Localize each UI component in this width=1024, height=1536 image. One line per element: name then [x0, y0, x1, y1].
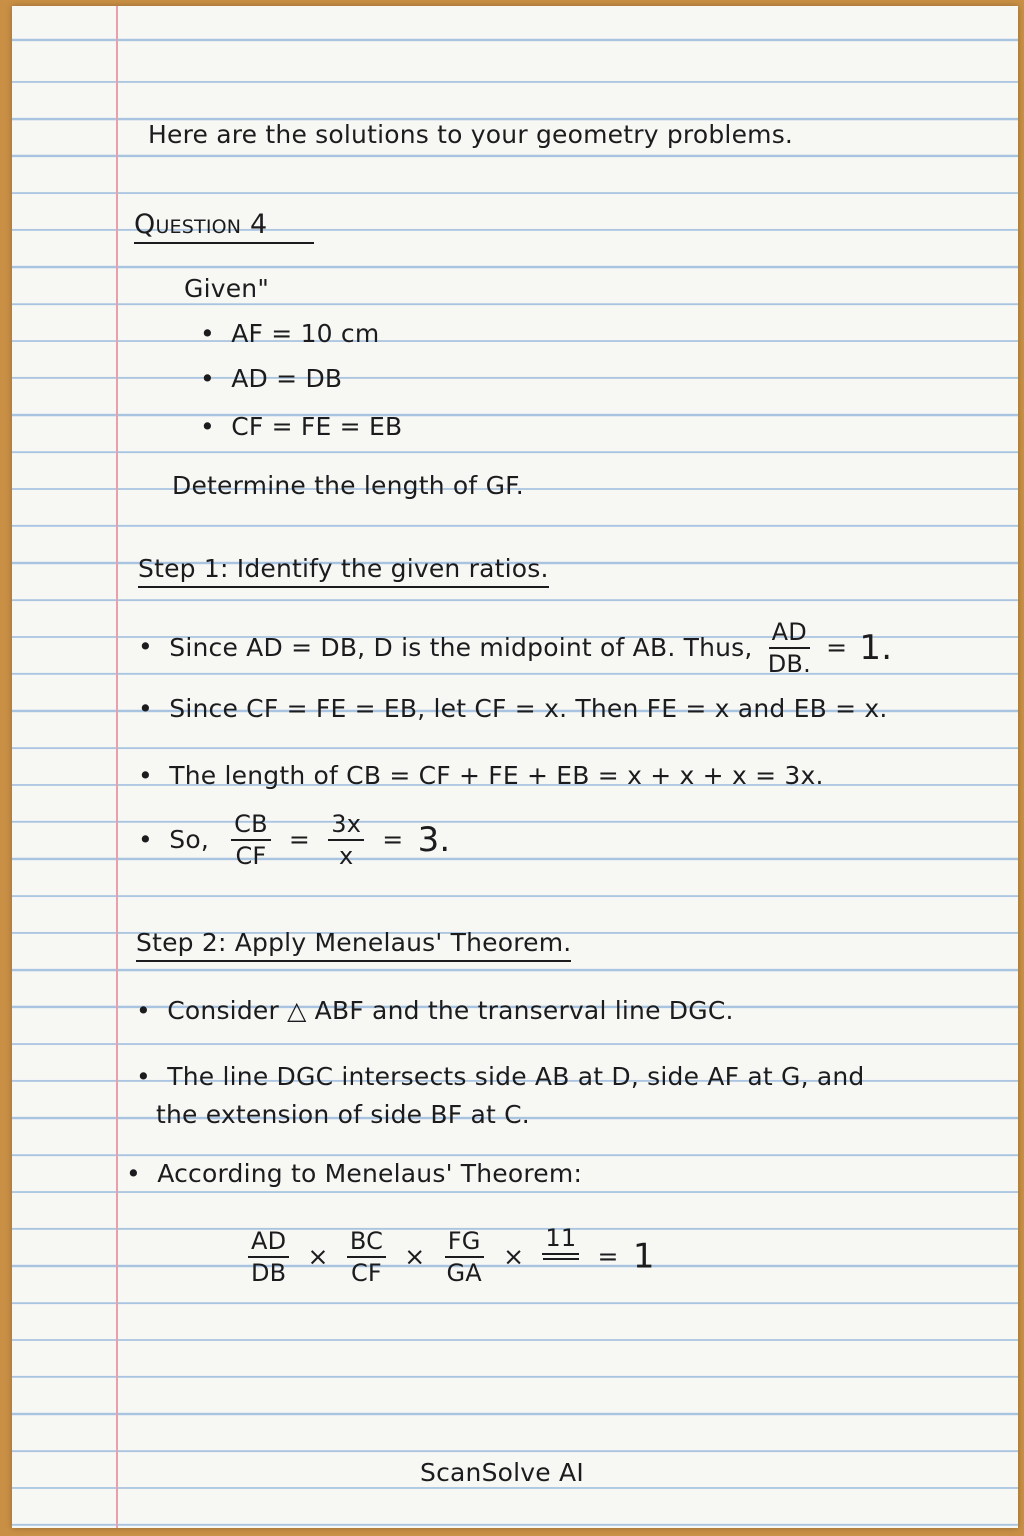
bullet-text: Since AD = DB, D is the midpoint of AB. Thus,: [169, 633, 753, 662]
bullet-icon: •: [136, 996, 151, 1025]
fraction-denominator: DB: [251, 1258, 287, 1287]
fraction-denominator: DB.: [767, 650, 811, 678]
step1-heading: Step 1: Identify the given ratios.: [138, 554, 549, 588]
step1-bullet-2: [138, 694, 888, 724]
fraction-numerator: AD: [248, 1227, 289, 1258]
step2-bullet-2-continuation: the extension of side BF at C.: [156, 1100, 530, 1129]
result-value: 1.: [859, 628, 893, 668]
multiply-sign: ×: [503, 1241, 525, 1271]
step1-bullet-3: [138, 761, 824, 791]
bullet-icon: •: [126, 1159, 141, 1188]
bullet-icon: •: [200, 412, 215, 441]
fraction-numerator: FG: [445, 1227, 484, 1258]
fraction: [347, 1227, 386, 1287]
fraction-denominator: CF: [235, 842, 267, 870]
menelaus-formula: [244, 1224, 655, 1289]
bullet-text: The line DGC intersects side AB at D, side AF at G, and: [167, 1062, 865, 1091]
given-item: [200, 319, 379, 349]
given-item: [200, 412, 402, 442]
fraction: [542, 1224, 579, 1289]
result-value: 1: [632, 1236, 655, 1277]
operator: =: [288, 825, 311, 854]
fraction-numerator: BC: [347, 1227, 386, 1258]
bullet-icon: •: [138, 632, 153, 661]
fraction-denominator: CF: [350, 1258, 382, 1287]
step2-heading: Step 2: Apply Menelaus' Theorem.: [136, 928, 571, 962]
fraction: [444, 1227, 485, 1287]
equals-sign: =: [826, 633, 848, 662]
step2-bullet-2: [136, 1062, 865, 1092]
given-value: CF = FE = EB: [231, 412, 403, 441]
fraction-numerator: 11: [542, 1224, 579, 1255]
bullet-icon: •: [200, 319, 215, 348]
equals-sign: =: [597, 1241, 619, 1271]
multiply-sign: ×: [404, 1241, 426, 1271]
bullet-text: So,: [169, 825, 209, 854]
bullet-icon: •: [200, 364, 215, 393]
step2-bullet-3: [126, 1159, 582, 1189]
fraction: [765, 618, 814, 678]
fraction: [328, 810, 364, 870]
bullet-text: Since CF = FE = EB, let CF = x. Then FE = x and EB = x.: [169, 694, 888, 723]
fraction-denominator: GA: [446, 1258, 482, 1287]
bullet-icon: •: [136, 1062, 151, 1091]
bullet-text: The length of CB = CF + FE + EB = x + x + x = 3x.: [169, 761, 824, 790]
bullet-icon: •: [138, 694, 153, 723]
given-item: [200, 364, 342, 394]
bullet-icon: •: [138, 761, 153, 790]
fraction-denominator: [543, 1258, 579, 1289]
fraction-numerator: CB: [231, 810, 271, 841]
given-label: Given": [184, 274, 270, 303]
footer-brand: ScanSolve AI: [420, 1458, 584, 1487]
given-value: AD = DB: [231, 364, 343, 393]
intro-text: Here are the solutions to your geometry problems.: [148, 120, 794, 149]
given-value: AF = 10 cm: [231, 319, 380, 348]
fraction-denominator: x: [338, 842, 354, 870]
margin-line: [116, 6, 118, 1528]
bullet-text: According to Menelaus' Theorem:: [157, 1159, 583, 1188]
step1-bullet-1: [138, 618, 892, 678]
equals-sign: =: [382, 825, 404, 854]
notebook-paper: [12, 6, 1018, 1528]
fraction-numerator: 3x: [328, 810, 364, 841]
fraction: [231, 810, 271, 870]
fraction: [248, 1227, 289, 1287]
multiply-sign: ×: [307, 1241, 329, 1271]
result-value: 3.: [417, 820, 451, 860]
step1-bullet-4: [138, 810, 450, 870]
question-title: Question 4: [134, 210, 314, 244]
bullet-text: Consider △ ABF and the transerval line DGC.: [167, 996, 734, 1025]
task-text: Determine the length of GF.: [172, 471, 524, 500]
fraction-numerator: AD: [769, 618, 810, 649]
step2-bullet-1: [136, 996, 734, 1026]
bullet-icon: •: [138, 825, 153, 854]
